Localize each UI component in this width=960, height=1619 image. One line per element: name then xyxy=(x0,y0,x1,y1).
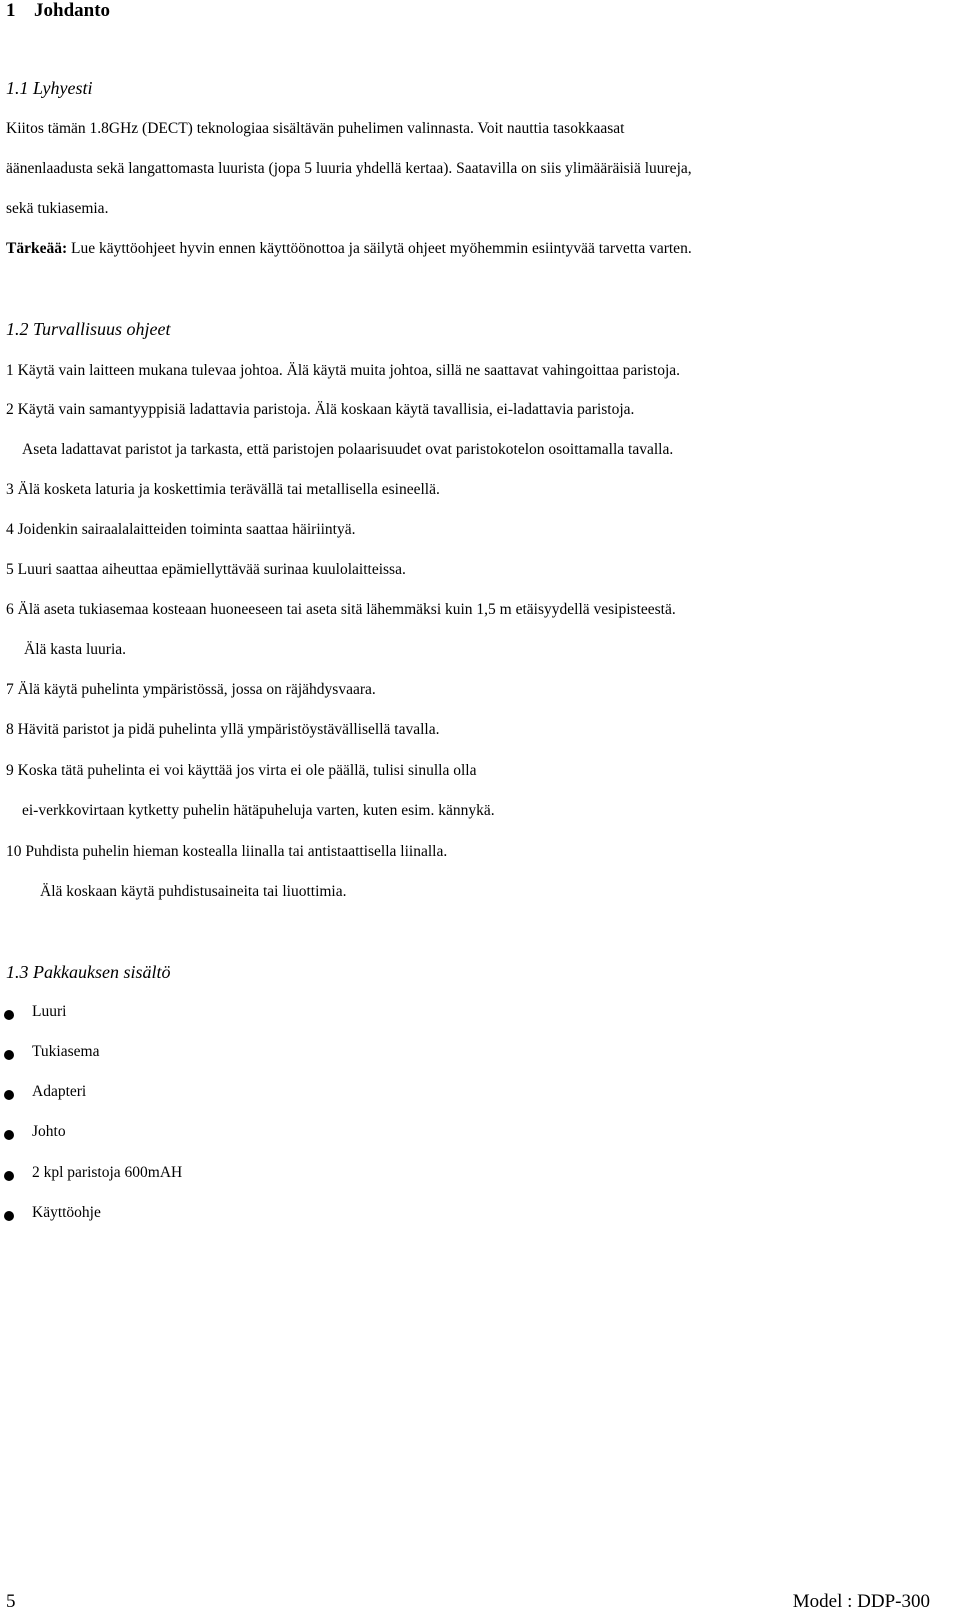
model-label: Model : DDP-300 xyxy=(792,1591,930,1612)
safety-item: 6 Älä aseta tukiasemaa kosteaan huoneeseen tai aseta sitä lähemmäksi kuin 1,5 m etäisyydellä vesipisteestä. xyxy=(6,601,676,618)
section-heading-1-2: 1.2 Turvallisuus ohjeet xyxy=(6,319,171,339)
bullet-icon xyxy=(4,1010,14,1020)
safety-item: 8 Hävitä paristot ja pidä puhelinta yllä ympäristöystävällisellä tavalla. xyxy=(6,721,440,738)
safety-item: 3 Älä kosketa laturia ja koskettimia terävällä tai metallisella esineellä. xyxy=(6,481,440,498)
safety-item-continuation: Aseta ladattavat paristot ja tarkasta, että paristojen polaarisuudet ovat paristokotelon osoittamalla tavalla. xyxy=(22,441,674,458)
list-item: Tukiasema xyxy=(32,1043,100,1060)
important-note xyxy=(6,240,692,258)
section-heading-1-1: 1.1 Lyhyesti xyxy=(6,78,93,98)
bullet-icon xyxy=(4,1211,14,1221)
safety-item: 5 Luuri saattaa aiheuttaa epämiellyttävää surinaa kuulolaitteissa. xyxy=(6,561,406,578)
paragraph-line: Kiitos tämän 1.8GHz (DECT) teknologiaa sisältävän puhelimen valinnasta. Voit nauttia tasokkaasat xyxy=(6,120,625,137)
safety-item: 9 Koska tätä puhelinta ei voi käyttää jos virta ei ole päällä, tulisi sinulla olla xyxy=(6,762,477,779)
page-number: 5 xyxy=(6,1591,16,1612)
bullet-icon xyxy=(4,1171,14,1181)
list-item: Johto xyxy=(32,1123,66,1140)
paragraph-line: äänenlaadusta sekä langattomasta luurista (jopa 5 luuria yhdellä kertaa). Saatavilla on siis ylimääräisiä luureja, xyxy=(6,160,692,177)
list-item: Luuri xyxy=(32,1003,67,1020)
bullet-icon xyxy=(4,1050,14,1060)
paragraph-line: sekä tukiasemia. xyxy=(6,200,109,217)
chapter-heading xyxy=(6,0,110,22)
list-item: Adapteri xyxy=(32,1083,87,1100)
chapter-number: 1 xyxy=(6,0,16,21)
important-text: Lue käyttöohjeet hyvin ennen käyttöönottoa ja säilytä ohjeet myöhemmin esiintyvää tarvetta varten. xyxy=(67,240,692,257)
safety-item-continuation: Älä kasta luuria. xyxy=(24,641,127,658)
safety-item: 2 Käytä vain samantyyppisiä ladattavia paristoja. Älä koskaan käytä tavallisia, ei-ladattavia paristoja. xyxy=(6,401,635,418)
chapter-title: Johdanto xyxy=(34,0,111,21)
safety-item: 4 Joidenkin sairaalalaitteiden toiminta saattaa häiriintyä. xyxy=(6,521,356,538)
safety-item-continuation: ei-verkkovirtaan kytketty puhelin hätäpuheluja varten, kuten esim. kännykä. xyxy=(22,802,495,819)
bullet-icon xyxy=(4,1130,14,1140)
important-label: Tärkeää: xyxy=(6,240,68,257)
section-heading-1-3: 1.3 Pakkauksen sisältö xyxy=(6,962,171,982)
safety-item: 7 Älä käytä puhelinta ympäristössä, jossa on räjähdysvaara. xyxy=(6,681,376,698)
safety-item-continuation: Älä koskaan käytä puhdistusaineita tai liuottimia. xyxy=(40,883,347,900)
safety-item: 10 Puhdista puhelin hieman kostealla liinalla tai antistaattisella liinalla. xyxy=(6,843,448,860)
list-item: Käyttöohje xyxy=(32,1204,101,1221)
bullet-icon xyxy=(4,1090,14,1100)
safety-item: 1 Käytä vain laitteen mukana tulevaa johtoa. Älä käytä muita johtoa, sillä ne saattavat vahingoittaa paristoja. xyxy=(6,362,681,379)
list-item: 2 kpl paristoja 600mAH xyxy=(32,1164,183,1181)
